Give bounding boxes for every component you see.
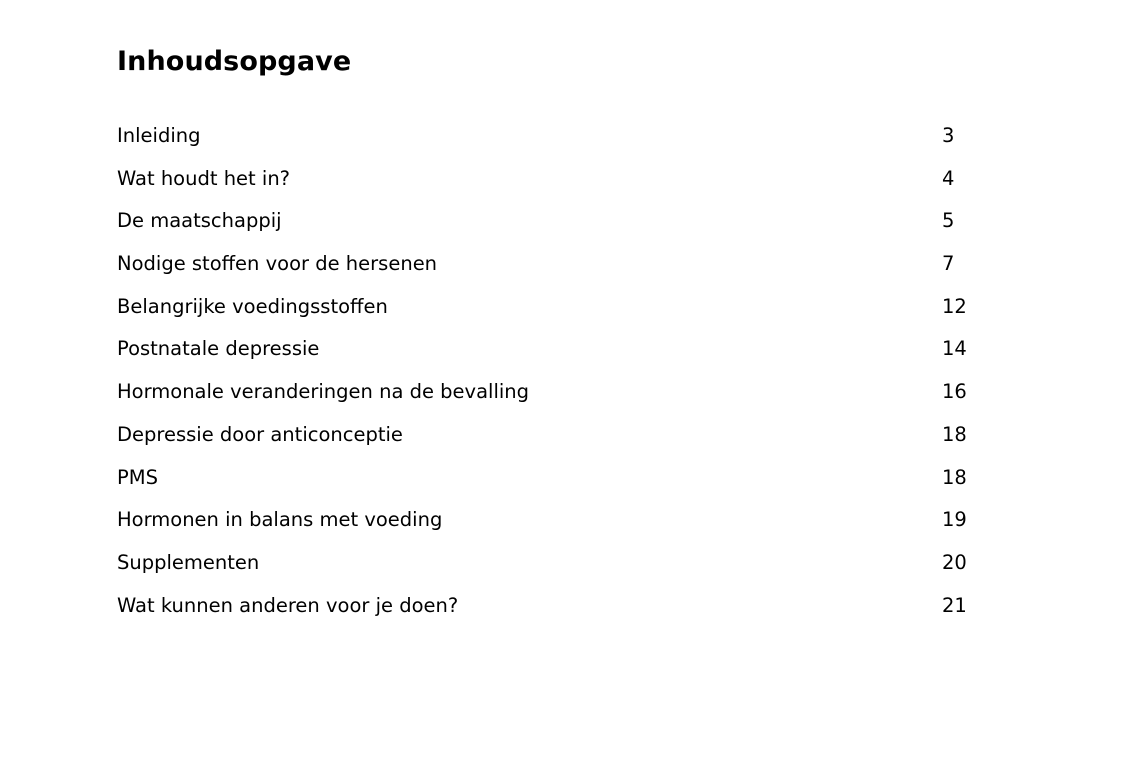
toc-entry <box>117 505 977 548</box>
toc-entry-title: Depressie door anticonceptie <box>117 422 403 446</box>
toc-entry-title: PMS <box>117 465 158 489</box>
toc-entry <box>117 420 977 463</box>
toc-entry-title: De maatschappij <box>117 209 282 233</box>
toc-entry-title: Hormonen in balans met voeding <box>117 508 443 532</box>
toc-entry-page-number: 4 <box>942 166 955 190</box>
table-of-contents <box>117 121 977 633</box>
toc-entry <box>117 206 977 249</box>
toc-entry <box>117 377 977 420</box>
toc-entry <box>117 591 977 634</box>
toc-entry-page-number: 20 <box>942 550 967 574</box>
toc-entry-page-number: 18 <box>942 465 967 489</box>
toc-entry-page-number: 12 <box>942 294 967 318</box>
toc-entry <box>117 164 977 207</box>
toc-entry-title: Inleiding <box>117 124 201 147</box>
toc-entry-title: Hormonale veranderingen na de bevalling <box>117 380 530 404</box>
toc-entry-title: Wat kunnen anderen voor je doen? <box>117 593 459 617</box>
toc-entry-title: Supplementen <box>117 550 260 574</box>
toc-entry-title: Nodige stoffen voor de hersenen <box>117 252 438 276</box>
toc-entry <box>117 121 977 164</box>
toc-entry <box>117 463 977 506</box>
toc-entry-page-number: 7 <box>942 252 955 276</box>
toc-entry-title: Postnatale depressie <box>117 337 320 361</box>
toc-entry-page-number: 19 <box>942 508 967 532</box>
page-title: Inhoudsopgave <box>117 46 352 77</box>
toc-entry <box>117 292 977 335</box>
toc-entry-page-number: 16 <box>942 380 967 404</box>
toc-entry-title: Wat houdt het in? <box>117 166 291 190</box>
toc-entry-page-number: 18 <box>942 422 967 446</box>
toc-entry-title: Belangrijke voedingsstoffen <box>117 294 388 318</box>
toc-entry <box>117 249 977 292</box>
toc-entry-page-number: 3 <box>942 124 955 147</box>
toc-entry <box>117 548 977 591</box>
toc-entry-page-number: 14 <box>942 337 967 361</box>
toc-entry-page-number: 21 <box>942 593 967 617</box>
toc-entry <box>117 334 977 377</box>
toc-entry-page-number: 5 <box>942 209 955 233</box>
